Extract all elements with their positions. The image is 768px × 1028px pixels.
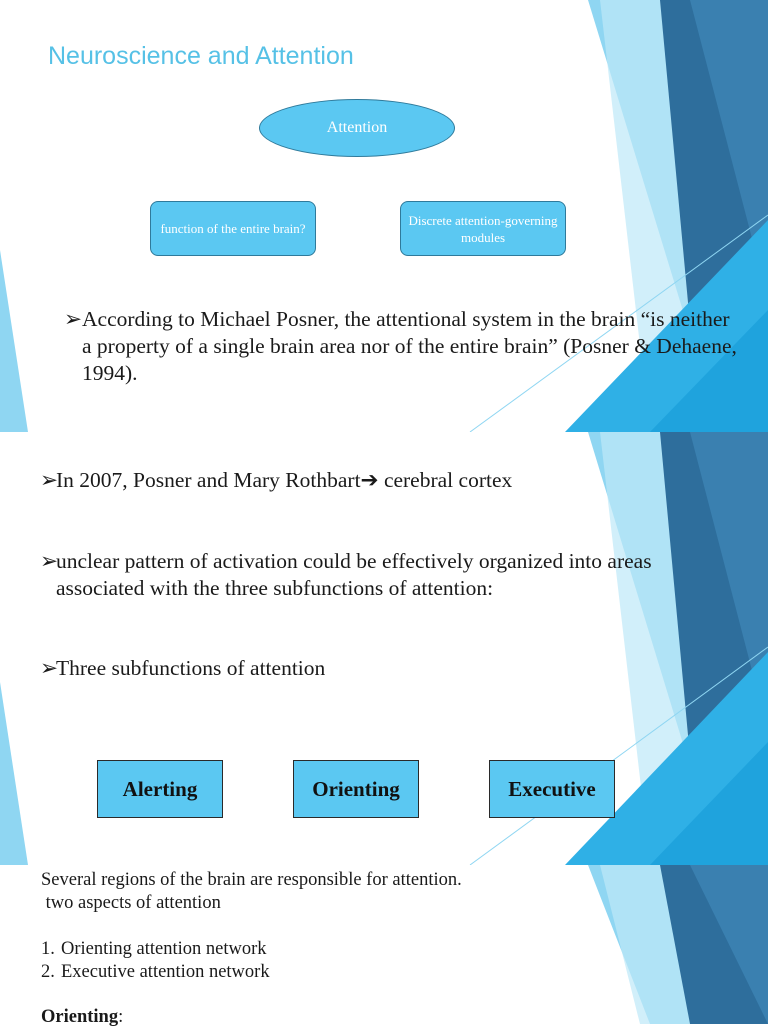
attention-oval bbox=[259, 99, 455, 157]
cortex-bullet bbox=[40, 467, 720, 494]
alerting-box bbox=[97, 760, 223, 818]
list-item-orienting-network bbox=[41, 939, 267, 960]
alerting-label: Alerting bbox=[122, 776, 198, 801]
slide-1 bbox=[0, 0, 768, 432]
aspects-line: two aspects of attention bbox=[41, 893, 221, 913]
executive-label: Executive bbox=[508, 776, 596, 801]
left-accent-shape bbox=[0, 682, 28, 865]
bullet-arrow-icon: ➢ bbox=[40, 468, 59, 492]
regions-line: Several regions of the brain are responsible for attention. bbox=[41, 870, 462, 890]
orienting-subheading-text: Orienting bbox=[41, 1007, 119, 1027]
executive-box bbox=[489, 760, 615, 818]
posner-quote-bullet bbox=[64, 306, 744, 387]
discrete-modules-box bbox=[400, 201, 566, 256]
list-item-executive-network bbox=[41, 962, 270, 983]
bullet-arrow-icon: ➢ bbox=[40, 549, 59, 573]
list-item-text: Orienting attention network bbox=[61, 939, 267, 959]
orienting-box bbox=[293, 760, 419, 818]
cortex-bullet-suffix: cerebral cortex bbox=[378, 468, 513, 492]
list-number: 2. bbox=[41, 962, 55, 982]
posner-quote-text: According to Michael Posner, the attentional system in the brain “is neither a property of a single brain area nor of the entire brain” (Posner & Dehaene, 1994). bbox=[82, 307, 737, 385]
cortex-bullet-prefix: In 2007, Posner and Mary Rothbart bbox=[56, 468, 361, 492]
bullet-arrow-icon: ➢ bbox=[64, 307, 83, 331]
activation-bullet-text: unclear pattern of activation could be effectively organized into areas associated with the three subfunctions of attention: bbox=[56, 549, 652, 600]
list-item-text: Executive attention network bbox=[61, 962, 270, 982]
subfunctions-bullet bbox=[40, 655, 720, 682]
entire-brain-box bbox=[150, 201, 316, 256]
subfunctions-bullet-text: Three subfunctions of attention bbox=[56, 656, 326, 680]
bullet-arrow-icon: ➢ bbox=[40, 656, 59, 680]
list-number: 1. bbox=[41, 939, 55, 959]
left-accent-shape bbox=[0, 250, 28, 432]
discrete-modules-box-label: Discrete attention-governing modules bbox=[408, 212, 558, 245]
attention-oval-label: Attention bbox=[326, 119, 388, 136]
orienting-label: Orienting bbox=[312, 776, 400, 801]
orienting-subheading-colon: : bbox=[118, 1007, 124, 1027]
slide-title: Neuroscience and Attention bbox=[48, 42, 354, 70]
activation-bullet bbox=[40, 548, 720, 602]
orienting-subheading bbox=[41, 1007, 123, 1028]
right-arrow-icon: ➔ bbox=[360, 468, 379, 492]
entire-brain-box-label: function of the entire brain? bbox=[160, 221, 306, 236]
